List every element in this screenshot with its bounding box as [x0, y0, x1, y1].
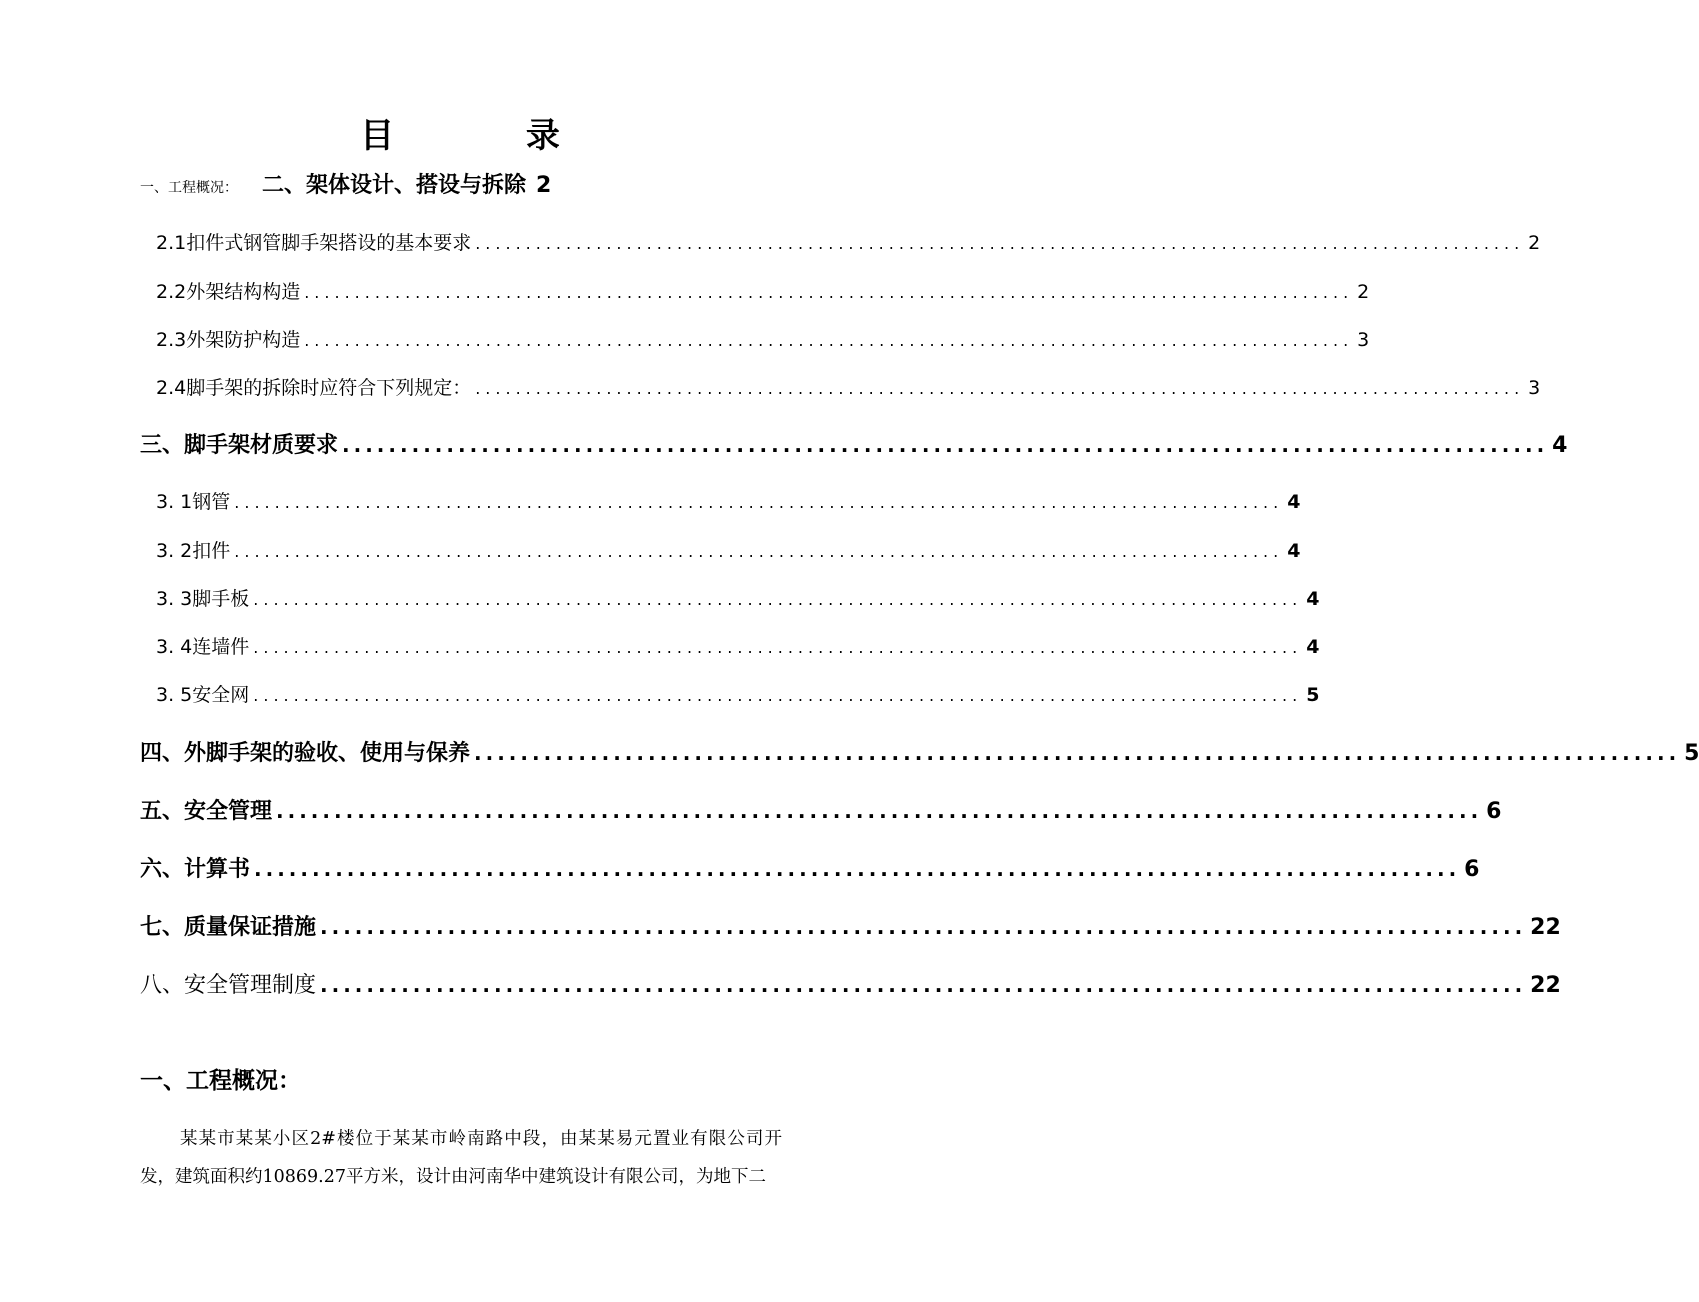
toc-entry-label: 3. 3脚手板: [156, 588, 250, 610]
toc-page-number: 2: [1528, 232, 1541, 254]
toc-entry: [140, 910, 1561, 944]
toc-page-number: 2: [536, 173, 552, 198]
toc-entry-label: 六、计算书: [140, 857, 251, 882]
toc-page-number: 4: [1552, 433, 1568, 458]
toc-entry: [156, 325, 1370, 355]
toc-entry: [156, 373, 1541, 403]
toc-entry: [156, 632, 1320, 662]
toc-leader-dots: ........................................................................................................: [253, 590, 1303, 609]
toc-entry: [140, 736, 1699, 770]
body-paragraph: 某某市某某小区2#楼位于某某市岭南路中段，由某某易元置业有限公司开发，建筑面积约10869.27平方米，设计由河南华中建筑设计有限公司，为地下二: [140, 1129, 782, 1187]
toc-entry-label: 八、安全管理制度: [140, 973, 317, 998]
toc-entry: [156, 228, 1541, 258]
toc-leader-dots: ........................................................................................................: [475, 234, 1525, 253]
toc-entry-label: 二、架体设计、搭设与拆除: [262, 173, 527, 198]
toc-entry-label: 3. 2扣件: [156, 540, 231, 562]
toc-entry: [140, 794, 1502, 828]
toc-page-number: 4: [1287, 491, 1301, 513]
toc-entry-label: 2.2外架结构构造: [156, 281, 301, 303]
section-heading: 一、工程概况：: [140, 1068, 301, 1094]
toc-entry: [140, 852, 1480, 886]
toc-leader-dots: ........................................................................................................: [342, 433, 1549, 457]
toc-leader-dots: ........................................................................................................: [320, 973, 1527, 997]
toc-first-line: [140, 168, 551, 204]
toc-page-number: 4: [1306, 588, 1320, 610]
toc-leader-dots: ........................................................................................................: [234, 542, 1284, 561]
toc-leader-dots: ........................................................................................................: [304, 283, 1354, 302]
toc-leader-dots: ........................................................................................................: [253, 686, 1303, 705]
toc-page-number: 5: [1306, 684, 1320, 706]
toc-page-number: 4: [1306, 636, 1320, 658]
toc-entry-label: 3. 5安全网: [156, 684, 250, 706]
toc-entry-label: 3. 4连墙件: [156, 636, 250, 658]
toc-leader-dots: ........................................................................................................: [475, 379, 1525, 398]
toc-page-number: 5: [1684, 741, 1699, 766]
toc-entry-label: 2.3外架防护构造: [156, 329, 301, 351]
toc-entry-label: 2.4脚手架的拆除时应符合下列规定：: [156, 377, 472, 399]
toc-page-number: 22: [1530, 973, 1561, 998]
toc-leader-dots: ........................................................................................................: [320, 915, 1527, 939]
toc-leader-dots: ........................................................................................................: [253, 638, 1303, 657]
toc-page-number: 2: [1357, 281, 1370, 303]
toc-page-number: 3: [1357, 329, 1370, 351]
toc-title: 目 录: [360, 116, 620, 156]
toc-entry: [156, 680, 1320, 710]
toc-leader-dots: ........................................................................................................: [276, 799, 1483, 823]
toc-page-number: 6: [1464, 857, 1480, 882]
toc-leader-dots: ........................................................................................................: [474, 741, 1681, 765]
toc-entry-label: 四、外脚手架的验收、使用与保养: [140, 741, 471, 766]
toc-leader-dots: ........................................................................................................: [304, 331, 1354, 350]
toc-entry: [156, 584, 1320, 614]
toc-leader-dots: ........................................................................................................: [234, 493, 1284, 512]
toc-entry-label: 三、脚手架材质要求: [140, 433, 339, 458]
toc-entry-label: 3. 1钢管: [156, 491, 231, 513]
toc-entry-label: 七、质量保证措施: [140, 915, 317, 940]
toc-page-number: 6: [1486, 799, 1502, 824]
toc-page-number: 3: [1528, 377, 1541, 399]
toc-entry: [156, 487, 1301, 517]
toc-page-number: 22: [1530, 915, 1561, 940]
toc-entry: [156, 277, 1370, 307]
toc-entry: [140, 968, 1561, 1002]
toc-leader-dots: ........................................................................................................: [254, 857, 1461, 881]
toc-entry: [156, 536, 1301, 566]
toc-entry: [140, 428, 1568, 462]
toc-entry-label: 2.1扣件式钢管脚手架搭设的基本要求: [156, 232, 472, 254]
toc-entry-label: 一、工程概况：: [140, 180, 238, 196]
toc-entry-label: 五、安全管理: [140, 799, 273, 824]
toc-page-number: 4: [1287, 540, 1301, 562]
